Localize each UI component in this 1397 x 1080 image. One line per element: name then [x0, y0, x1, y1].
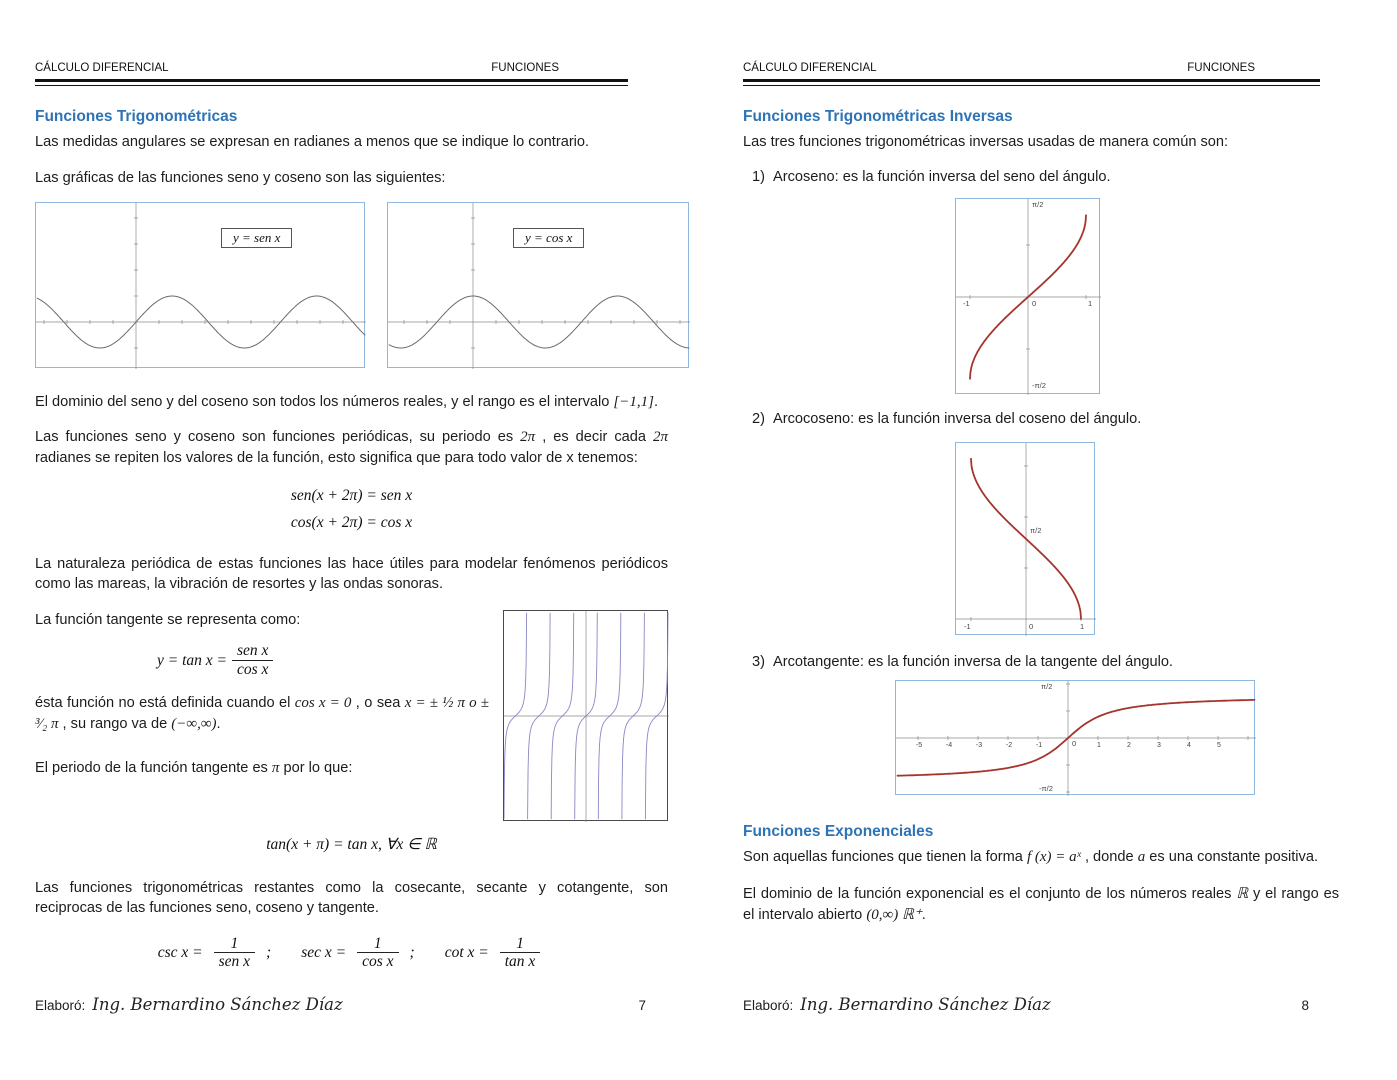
text-segment: es una constante positiva.: [1145, 849, 1319, 866]
equation-sen-period: sen(x + 2π) = sen x: [290, 486, 413, 504]
equation-separator: ;: [409, 943, 415, 961]
list-text: Arcoseno: es la función inversa del seno del ángulo.: [773, 169, 1111, 186]
footer-author-name: Ing. Bernardino Sánchez Díaz: [92, 995, 343, 1014]
text-segment: El periodo de la función tangente es: [35, 760, 272, 777]
page-footer: [35, 995, 668, 1014]
fraction-denominator: sen x: [218, 953, 251, 971]
header-course-title: CÁLCULO DIFERENCIAL: [35, 62, 169, 74]
header-rule: [743, 79, 1320, 86]
sine-graph-label: y = sen x: [221, 228, 292, 248]
text-segment: por lo que:: [279, 760, 353, 777]
text-segment: Las funciones seno y coseno son funciones periódicas, su periodo es: [35, 428, 521, 445]
text-segment: .: [216, 715, 221, 732]
axis-label-pi-half: π/2: [1030, 525, 1042, 535]
paragraph-reciprocas: Las funciones trigonométricas restantes como la cosecante, secante y cotangente, son reciprocas de las funciones seno, coseno y tangente.: [35, 880, 668, 917]
equation-lhs: sec x =: [301, 943, 347, 961]
sin-cos-graph-row: [35, 202, 668, 368]
math-a: a: [1137, 849, 1146, 866]
paragraph-exponencial-dominio: [743, 884, 1339, 925]
paragraph-naturaleza: La naturaleza periódica de estas funciones las hace útiles para modelar fenómenos periódicos como las mareas, la vibración de resortes y las ondas sonoras.: [35, 556, 668, 593]
arccos-graph: [955, 442, 1095, 635]
paragraph-dominio: [35, 392, 668, 413]
axis-label-zero: 0: [1029, 622, 1034, 631]
page-number: 7: [638, 998, 646, 1013]
paragraph-tangente-intro: La función tangente se representa como:: [35, 612, 301, 629]
equation-cos-period: cos(x + 2π) = cos x: [290, 513, 413, 531]
tangent-plot: [504, 611, 669, 822]
section-title-trig: Funciones Trigonométricas: [35, 108, 238, 125]
svg-text:5: 5: [1217, 742, 1221, 750]
text-segment: Son aquellas funciones que tienen la forma: [743, 849, 1027, 866]
equation-lhs: csc x =: [157, 943, 203, 961]
page-header: [743, 0, 1339, 86]
footer-label: Elaboró:: [743, 998, 794, 1013]
svg-text:4: 4: [1187, 742, 1191, 750]
tangent-graph: [503, 610, 668, 821]
footer-author-name: Ing. Bernardino Sánchez Díaz: [800, 995, 1051, 1014]
paragraph-radianes: Las medidas angulares se expresan en radianes a menos que se indique lo contrario.: [35, 134, 590, 150]
svg-text:-3: -3: [975, 742, 983, 750]
math-pi-halves: x = ± ½ π o ± ³⁄₂ π: [35, 695, 489, 732]
math-fx-ax: f (x) = aˣ: [1026, 849, 1081, 866]
svg-text:3: 3: [1157, 742, 1161, 750]
header-rule: [35, 79, 628, 86]
axis-label-zero: 0: [1032, 298, 1037, 308]
math-open-interval: (0,∞) ℝ⁺: [866, 906, 922, 923]
header-row: [35, 62, 559, 74]
page-7: [35, 0, 668, 1080]
page-8: [743, 0, 1339, 1080]
axis-label-neg-one: -1: [963, 298, 970, 308]
list-text: Arcocoseno: es la función inversa del coseno del ángulo.: [773, 410, 1142, 427]
svg-text:-2: -2: [1005, 742, 1013, 750]
equation-lhs: y = tan x =: [157, 651, 227, 669]
math-cos-zero: cos x = 0: [294, 695, 352, 711]
cosine-graph: [387, 202, 689, 368]
page-number: 8: [1301, 998, 1309, 1013]
fraction-numerator: 1: [500, 935, 541, 954]
math-infinity-range: (−∞,∞): [171, 715, 217, 732]
fraction: [357, 935, 398, 972]
csc-equation: [158, 935, 271, 972]
fraction-numerator: 1: [357, 935, 398, 954]
list-number: 2): [752, 410, 765, 427]
text-segment: , es decir cada: [535, 428, 653, 445]
arccos-plot: [956, 443, 1096, 636]
text-segment: y el rango es el intervalo abierto: [743, 885, 1339, 923]
tangent-section: [35, 610, 668, 821]
list-number: 3): [752, 653, 765, 670]
text-segment: , su rango va de: [58, 715, 172, 732]
periodicity-equations: [35, 482, 668, 536]
text-segment: El dominio del seno y del coseno son todos los números reales, y el rango es el intervalo: [35, 394, 614, 411]
axis-label-zero: 0: [1072, 739, 1077, 749]
fraction-denominator: tan x: [504, 953, 536, 971]
axis-label-neg-pi-half: -π/2: [1039, 783, 1053, 793]
list-item-arcotangente: [743, 653, 1339, 673]
math-2pi: 2π: [520, 428, 536, 445]
axis-label-pi-half: π/2: [1041, 682, 1053, 692]
arctan-graph: [895, 680, 1255, 795]
fraction-numerator: sen x: [232, 642, 273, 661]
svg-text:-1: -1: [1035, 742, 1043, 750]
list-item-arcoseno: [743, 168, 1339, 188]
axis-label-one: 1: [1088, 298, 1093, 308]
svg-text:-5: -5: [915, 742, 923, 750]
text-segment: , o sea: [351, 695, 405, 711]
reciprocal-equations: [35, 935, 668, 972]
header-section-title: FUNCIONES: [1187, 62, 1255, 74]
paragraph-periodicas: [35, 427, 668, 468]
text-segment: .: [921, 906, 926, 923]
svg-text:1: 1: [1097, 742, 1101, 750]
axis-label-neg-pi-half: -π/2: [1032, 381, 1046, 391]
sine-plot: [36, 203, 366, 369]
section-title-trig-inversas: Funciones Trigonométricas Inversas: [743, 108, 1013, 125]
math-2pi: 2π: [652, 428, 668, 445]
page-header: [35, 0, 668, 86]
list-text: Arcotangente: es la función inversa de la tangente del ángulo.: [773, 653, 1173, 670]
list-number: 1): [752, 169, 765, 186]
axis-label-one: 1: [1080, 622, 1085, 631]
sec-equation: [301, 935, 414, 972]
axis-label-pi-half: π/2: [1032, 199, 1044, 209]
math-reals: ℝ: [1236, 885, 1249, 902]
text-segment: radianes se repiten los valores de la función, esto significa que para todo valor de x tenemos:: [35, 449, 638, 466]
arcsin-graph: [955, 198, 1100, 394]
header-section-title: FUNCIONES: [491, 62, 559, 74]
text-segment: ésta función no está definida cuando el: [35, 695, 295, 711]
section-title-exponenciales: Funciones Exponenciales: [743, 823, 934, 841]
text-segment: El dominio de la función exponencial es el conjunto de los números reales: [743, 885, 1237, 902]
equation-separator: ;: [266, 943, 272, 961]
sine-graph: [35, 202, 365, 368]
arctan-plot: [896, 681, 1256, 796]
fraction: [232, 642, 273, 679]
svg-text:-4: -4: [945, 742, 953, 750]
cot-equation: [445, 935, 546, 972]
list-item-arcocoseno: [743, 410, 1339, 430]
tangent-equation: [157, 642, 278, 679]
paragraph-graficas: Las gráficas de las funciones seno y coseno son las siguientes:: [35, 170, 446, 187]
tangent-period-equation: tan(x + π) = tan x, ∀x ∈ ℝ: [266, 836, 437, 854]
paragraph-inversas-intro: Las tres funciones trigonométricas inversas usadas de manera común son:: [743, 134, 1229, 150]
text-segment: .: [653, 394, 659, 411]
fraction: [214, 935, 255, 972]
text-segment: , donde: [1080, 849, 1138, 866]
page-footer: [743, 995, 1339, 1014]
header-course-title: CÁLCULO DIFERENCIAL: [743, 62, 877, 74]
arcsin-plot: [956, 199, 1101, 395]
math-pi: π: [271, 760, 280, 777]
fraction-denominator: cos x: [237, 661, 269, 679]
equation-lhs: cot x =: [444, 943, 489, 961]
fraction-numerator: 1: [214, 935, 255, 954]
axis-label-neg-one: -1: [964, 622, 971, 631]
cosine-graph-label: y = cos x: [513, 228, 584, 248]
fraction-denominator: cos x: [362, 953, 394, 971]
header-row: [743, 62, 1255, 74]
math-interval: [−1,1]: [613, 394, 654, 411]
paragraph-exponencial-forma: [743, 847, 1339, 868]
footer-label: Elaboró:: [35, 998, 86, 1013]
fraction: [500, 935, 541, 972]
svg-text:2: 2: [1127, 742, 1131, 750]
